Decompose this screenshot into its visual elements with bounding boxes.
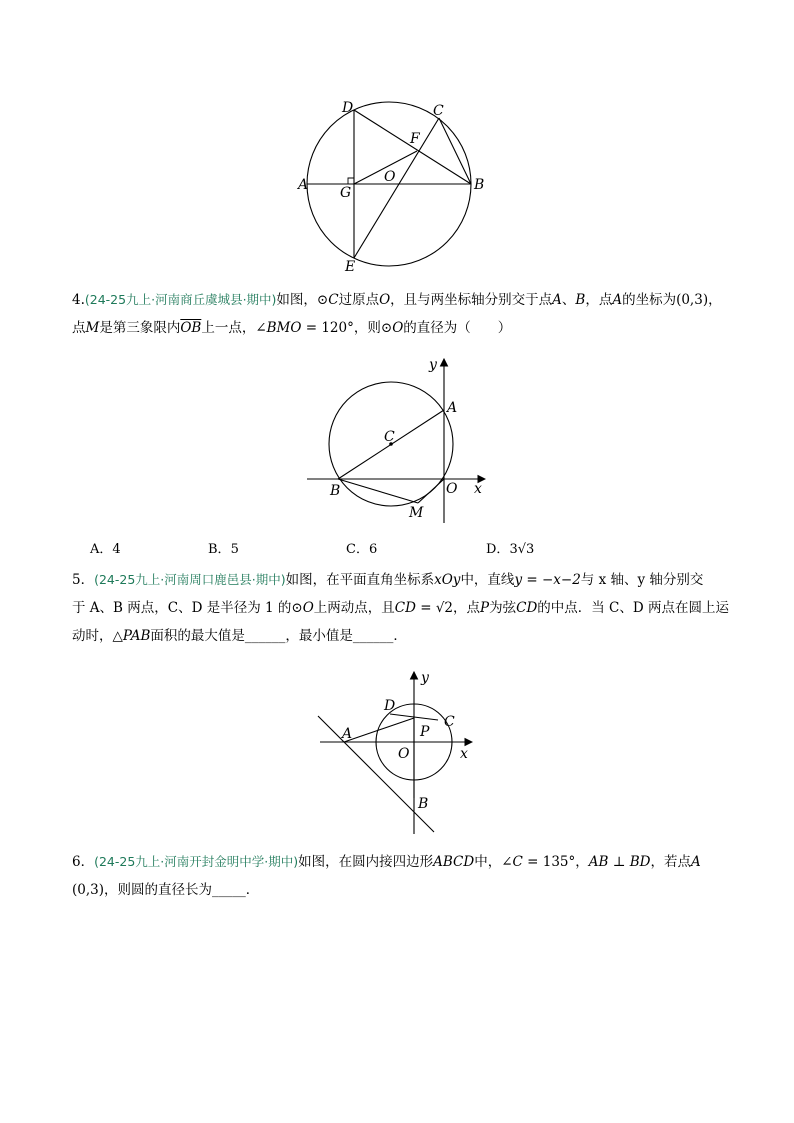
question-5 xyxy=(72,566,732,650)
label-a: A xyxy=(298,177,309,193)
label-y: y xyxy=(429,357,437,373)
figure-line-and-circle xyxy=(310,668,490,838)
right-angle-mark xyxy=(348,178,354,184)
label-c: C xyxy=(433,103,444,119)
label-a: A xyxy=(342,726,353,742)
label-e: E xyxy=(345,259,356,275)
label-f: F xyxy=(410,131,420,147)
label-b: B xyxy=(474,177,485,193)
label-x: x xyxy=(474,481,482,497)
option-b[interactable]: B．5 xyxy=(208,542,239,557)
label-c: C xyxy=(444,714,455,730)
question-4 xyxy=(72,286,732,342)
question-6-line-1: 6．(24-25九上·河南开封金明中学·期中)如图，在圆内接四边形ABCD中，∠C = 135°，AB ⊥ BD，若点A xyxy=(72,854,701,870)
label-p: P xyxy=(420,724,430,740)
figure-circle-chords xyxy=(290,96,500,276)
segment-mo xyxy=(418,479,444,503)
question-5-line-2: 于 A、B 两点，C、D 是半径为 1 的⊙O上两动点，且CD = √2，点P为弦CD的中点．当 C、D 两点在圆上运 xyxy=(72,600,730,616)
option-a[interactable]: A．4 xyxy=(90,542,121,557)
question-6 xyxy=(72,848,732,904)
label-c: C xyxy=(384,429,395,445)
label-m: M xyxy=(409,505,424,521)
question-6-line-2: (0,3)，则圆的直径长为_____． xyxy=(72,882,260,898)
label-g: G xyxy=(340,185,352,201)
label-y: y xyxy=(421,670,429,686)
label-d: D xyxy=(384,698,396,714)
segment-ap xyxy=(344,718,414,742)
question-4-line-2: 点M是第三象限内$\overline{OB}$上一点，∠BMO = 120°，则⊙O的直径为（ ） xyxy=(72,320,512,336)
line-ab xyxy=(318,716,434,832)
option-d[interactable]: D．3√3 xyxy=(486,542,535,557)
line-equation: y = −x−2 xyxy=(514,572,581,588)
question-number: 6． xyxy=(72,854,95,870)
question-number: 5． xyxy=(72,572,95,588)
question-source: (24-25九上·河南商丘虞城县·期中) xyxy=(84,292,277,307)
label-d: D xyxy=(342,100,354,116)
label-x: x xyxy=(460,746,468,762)
label-b: B xyxy=(330,483,341,499)
label-o: O xyxy=(398,746,410,762)
question-5-line-1: 5．(24-25九上·河南周口鹿邑县·期中)如图，在平面直角坐标系xOy中，直线y = −x−2与 x 轴、y 轴分别交 xyxy=(72,572,704,588)
label-a: A xyxy=(447,400,458,416)
label-b: B xyxy=(418,796,429,812)
option-c[interactable]: C．6 xyxy=(346,542,378,557)
question-source: (24-25九上·河南开封金明中学·期中) xyxy=(94,854,299,869)
segment-ce xyxy=(354,118,439,258)
arc-ob: $\overline{OB}$ xyxy=(180,320,202,336)
coordinate: (0,3) xyxy=(72,882,105,898)
figure-coordinate-circle xyxy=(305,355,495,527)
question-source: (24-25九上·河南周口鹿邑县·期中) xyxy=(94,572,286,587)
coordinate: (0,3) xyxy=(676,292,709,308)
label-o: O xyxy=(446,481,458,497)
question-5-line-3: 动时，△PAB面积的最大值是______，最小值是______． xyxy=(72,628,407,644)
question-number: 4. xyxy=(72,292,85,308)
label-o: O xyxy=(384,169,396,185)
question-4-line-1: 4.(24-25九上·河南商丘虞城县·期中)如图，⊙C过原点O，且与两坐标轴分别交于点A、B，点A的坐标为(0,3)， xyxy=(72,292,722,308)
